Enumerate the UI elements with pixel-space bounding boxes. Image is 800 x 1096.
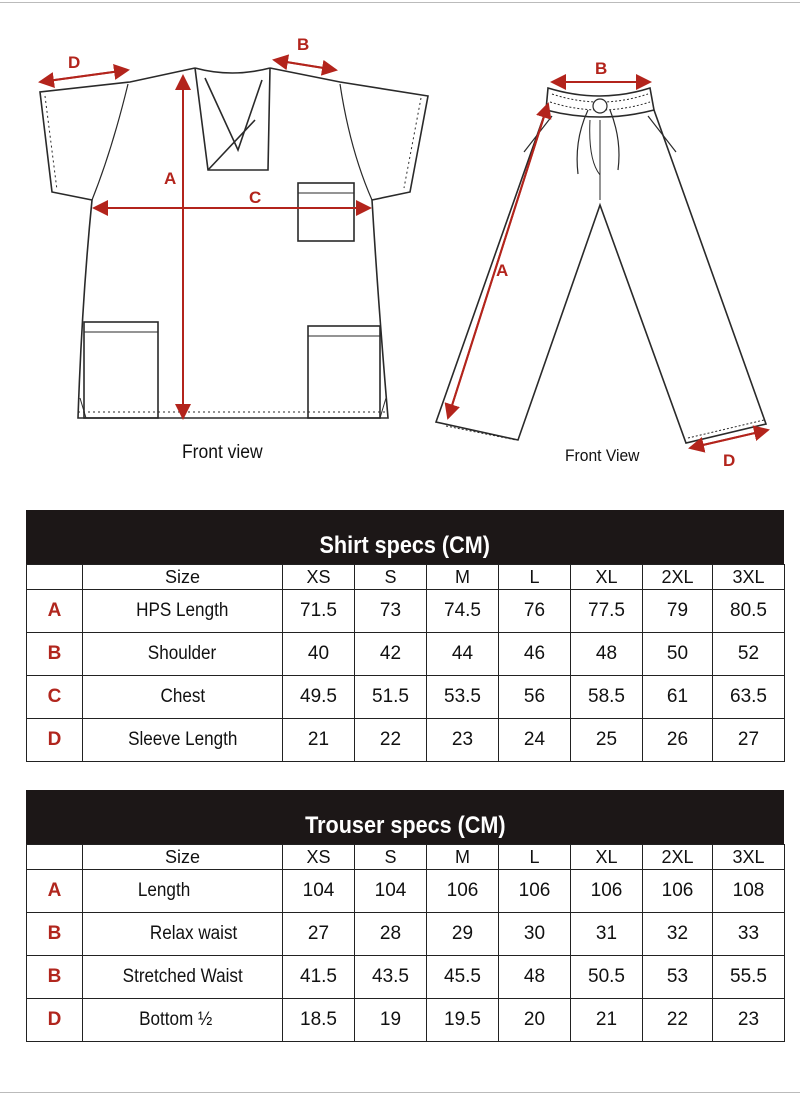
- cell: 33: [713, 913, 785, 956]
- size-header: Size: [83, 565, 283, 590]
- cell: 27: [283, 913, 355, 956]
- cell: 71.5: [283, 590, 355, 633]
- shirt-label-c: C: [249, 188, 262, 207]
- size-2xl: 2XL: [643, 565, 713, 590]
- table-row: [27, 956, 785, 999]
- size-3xl: 3XL: [713, 565, 785, 590]
- cell: 61: [643, 676, 713, 719]
- size-2xl: 2XL: [643, 845, 713, 870]
- cell: 25: [571, 719, 643, 762]
- garment-illustrations: [0, 0, 800, 480]
- cell: 63.5: [713, 676, 785, 719]
- cell: 80.5: [713, 590, 785, 633]
- cell: 40: [283, 633, 355, 676]
- trouser-header-row: [27, 845, 785, 870]
- cell: 27: [713, 719, 785, 762]
- cell: 53.5: [427, 676, 499, 719]
- cell: 106: [571, 870, 643, 913]
- row-label: Relax waist: [83, 913, 283, 956]
- table-row: [27, 999, 785, 1042]
- table-row: [27, 590, 785, 633]
- shirt-label-a: A: [164, 169, 177, 188]
- size-s: S: [355, 565, 427, 590]
- trouser-label-a: A: [496, 261, 509, 280]
- row-letter: A: [27, 870, 83, 913]
- cell: 21: [283, 719, 355, 762]
- row-label: Shoulder: [83, 633, 283, 676]
- cell: 104: [283, 870, 355, 913]
- shirt-header-row: [27, 565, 785, 590]
- cell: 24: [499, 719, 571, 762]
- size-header: Size: [83, 845, 283, 870]
- cell: 20: [499, 999, 571, 1042]
- cell: 45.5: [427, 956, 499, 999]
- table-row: [27, 913, 785, 956]
- size-xl: XL: [571, 565, 643, 590]
- cell: 108: [713, 870, 785, 913]
- cell: 23: [427, 719, 499, 762]
- cell: 52: [713, 633, 785, 676]
- row-letter: B: [27, 633, 83, 676]
- row-label: Sleeve Length: [83, 719, 283, 762]
- cell: 56: [499, 676, 571, 719]
- row-label: Length: [83, 870, 283, 913]
- cell: 44: [427, 633, 499, 676]
- shirt-caption: Front view: [182, 442, 263, 463]
- size-xs: XS: [283, 845, 355, 870]
- cell: 49.5: [283, 676, 355, 719]
- size-l: L: [499, 845, 571, 870]
- row-letter: B: [27, 956, 83, 999]
- shirt-spec-title: Shirt specs (CM): [26, 510, 784, 564]
- row-letter: D: [27, 719, 83, 762]
- size-xs: XS: [283, 565, 355, 590]
- trouser-label-b: B: [595, 59, 608, 78]
- shirt-spec-grid: [26, 564, 785, 762]
- trouser-spec-table: [26, 790, 784, 1042]
- cell: 50.5: [571, 956, 643, 999]
- cell: 30: [499, 913, 571, 956]
- table-row: [27, 719, 785, 762]
- cell: 106: [427, 870, 499, 913]
- trouser-outline: [436, 88, 766, 443]
- cell: 48: [571, 633, 643, 676]
- cell: 74.5: [427, 590, 499, 633]
- row-letter: C: [27, 676, 83, 719]
- shirt-label-b: B: [297, 35, 310, 54]
- size-l: L: [499, 565, 571, 590]
- size-m: M: [427, 845, 499, 870]
- corner-cell: [27, 565, 83, 590]
- shirt-outline: [40, 68, 428, 418]
- cell: 18.5: [283, 999, 355, 1042]
- row-letter: A: [27, 590, 83, 633]
- row-label: HPS Length: [83, 590, 283, 633]
- cell: 50: [643, 633, 713, 676]
- cell: 21: [571, 999, 643, 1042]
- table-row: [27, 633, 785, 676]
- size-xl: XL: [571, 845, 643, 870]
- trouser-label-d: D: [723, 451, 736, 470]
- shirt-measure-lines: [40, 60, 370, 418]
- corner-cell: [27, 845, 83, 870]
- cell: 58.5: [571, 676, 643, 719]
- cell: 79: [643, 590, 713, 633]
- cell: 77.5: [571, 590, 643, 633]
- size-3xl: 3XL: [713, 845, 785, 870]
- trouser-spec-grid: [26, 844, 785, 1042]
- cell: 26: [643, 719, 713, 762]
- row-label: Stretched Waist: [83, 956, 283, 999]
- cell: 23: [713, 999, 785, 1042]
- row-label: Chest: [83, 676, 283, 719]
- cell: 73: [355, 590, 427, 633]
- row-label: Bottom ½: [83, 999, 283, 1042]
- table-row: [27, 870, 785, 913]
- shirt-spec-table: [26, 510, 784, 762]
- cell: 46: [499, 633, 571, 676]
- trouser-caption: Front View: [565, 446, 640, 465]
- cell: 28: [355, 913, 427, 956]
- cell: 31: [571, 913, 643, 956]
- bottom-rule: [0, 1092, 800, 1093]
- size-m: M: [427, 565, 499, 590]
- cell: 76: [499, 590, 571, 633]
- cell: 106: [643, 870, 713, 913]
- cell: 41.5: [283, 956, 355, 999]
- cell: 53: [643, 956, 713, 999]
- garment-diagram: [0, 0, 800, 480]
- cell: 19: [355, 999, 427, 1042]
- cell: 104: [355, 870, 427, 913]
- cell: 42: [355, 633, 427, 676]
- cell: 19.5: [427, 999, 499, 1042]
- cell: 22: [355, 719, 427, 762]
- cell: 55.5: [713, 956, 785, 999]
- cell: 32: [643, 913, 713, 956]
- trouser-spec-title: Trouser specs (CM): [26, 790, 784, 844]
- cell: 43.5: [355, 956, 427, 999]
- cell: 22: [643, 999, 713, 1042]
- table-row: [27, 676, 785, 719]
- cell: 106: [499, 870, 571, 913]
- cell: 48: [499, 956, 571, 999]
- shirt-label-d: D: [68, 53, 81, 72]
- cell: 51.5: [355, 676, 427, 719]
- size-s: S: [355, 845, 427, 870]
- row-letter: D: [27, 999, 83, 1042]
- cell: 29: [427, 913, 499, 956]
- row-letter: B: [27, 913, 83, 956]
